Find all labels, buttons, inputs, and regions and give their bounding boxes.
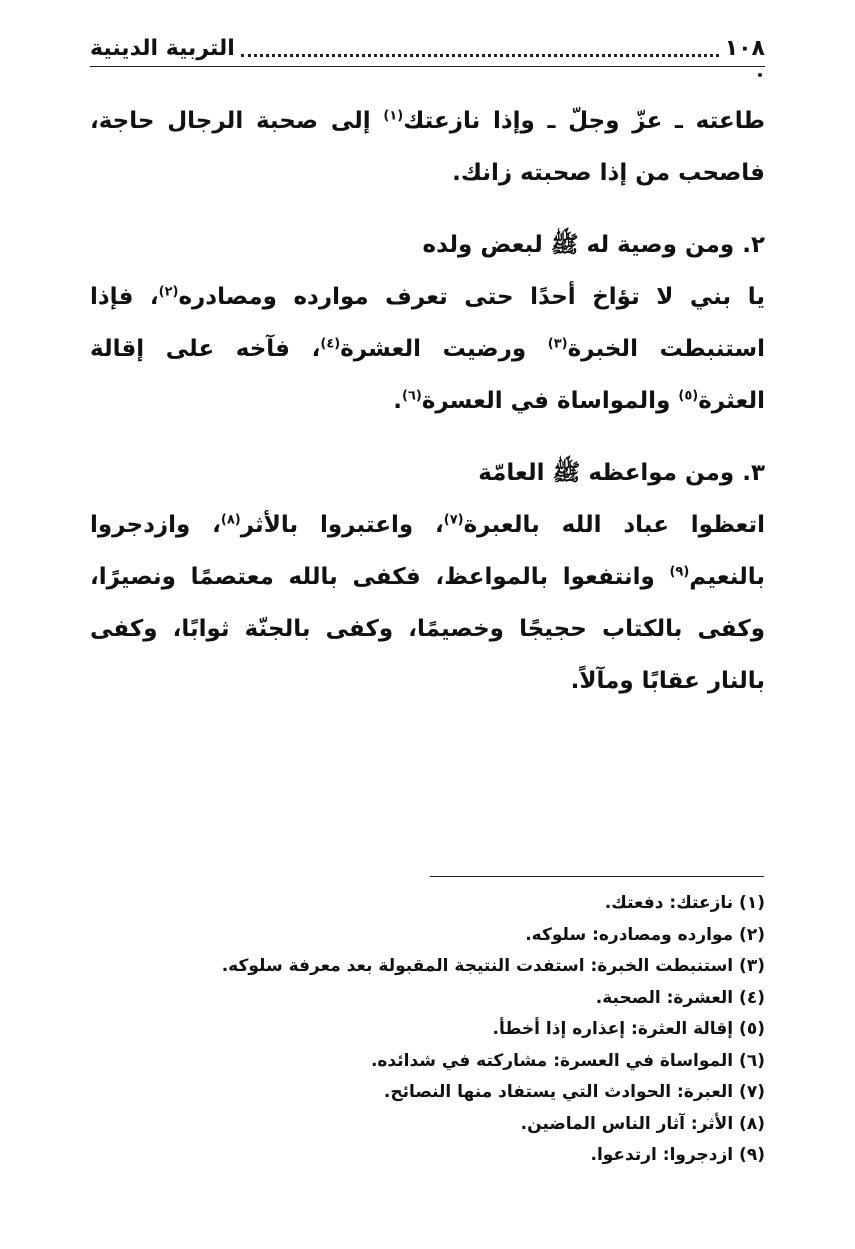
text-run: . [393,388,403,414]
footnote-9: (٩) ازدجروا: ارتدعوا. [590,1145,765,1165]
text-run: طاعته ـ عزّ وجلّ ـ وإذا نازعتك [403,108,765,134]
footnote-ref-5: (٥) [678,388,699,404]
text-run: وانتفعوا بالمواعظ، فكفى بالله معتصمًا ونصيرًا، وكفى بالكتاب حجيجًا وخصيمًا، وكفى بالجنّة ثوابًا، وكفى بالنار عقابًا ومآلاً. [90,564,765,694]
footnote-separator [430,876,764,877]
header-leader-dots [241,40,719,57]
paragraph-1 [90,95,765,199]
text-run: والمواساة في العسرة [421,388,679,414]
footnote-ref-6: (٦) [402,388,422,404]
text-run: ، وازدجروا بالنعيم [90,512,765,590]
text-run: ورضيت العشرة [340,336,548,362]
text-run: ، فآخه على إقالة العثرة [90,336,765,414]
footnote-ref-2: (٢) [158,284,179,300]
footnotes [90,888,765,1172]
text-run: ، واعتبروا بالأثر [240,512,444,538]
footnote-1: (١) نازعتك: دفعتك. [604,893,765,913]
paragraph-3 [90,499,765,707]
running-title: التربية الدينية [90,35,235,61]
header-rule [90,66,765,67]
text-run: ، فإذا استنبطت الخبرة [90,284,765,362]
text-run: اتعظوا عباد الله بالعبرة [463,512,765,538]
text-run: إلى صحبة الرجال حاجة، فاصحب من إذا صحبته زانك. [90,108,765,186]
footnote-4: (٤) العشرة: الصحبة. [595,987,765,1008]
footnote-5: (٥) إقالة العثرة: إعذاره إذا أخطأ. [492,1019,765,1039]
footnote-ref-1: (١) [383,108,404,124]
footnote-ref-7: (٧) [443,512,464,528]
footnote-7: (٧) العبرة: الحوادث التي يستفاد منها النصائح. [383,1082,765,1102]
footnote-6: (٦) المواساة في العسرة: مشاركته في شدائده. [370,1050,765,1071]
footnote-ref-3: (٣) [547,336,568,352]
text-run: يا بني لا تؤاخ أحدًا حتى تعرف موارده ومصادره [178,284,765,310]
page-number: ١٠٨ [724,35,765,61]
main-text [90,95,765,707]
section-heading-2: ٢. ومن وصية له ﷺ لبعض ولده [422,232,765,258]
footnote-8: (٨) الأثر: آثار الناس الماضين. [520,1113,765,1134]
footnote-ref-8: (٨) [220,512,241,528]
paragraph-2 [90,271,765,427]
section-heading-3: ٣. ومن مواعظه ﷺ العامّة [478,460,765,486]
footnote-2: (٢) موارده ومصادره: سلوكه. [525,924,765,945]
footnote-ref-4: (٤) [320,336,341,352]
running-header [90,30,765,66]
footnote-3: (٣) استنبطت الخبرة: استفدت النتيجة المقبولة بعد معرفة سلوكه. [221,956,765,976]
header-dot [758,73,762,77]
footnote-ref-9: (٩) [669,564,690,580]
